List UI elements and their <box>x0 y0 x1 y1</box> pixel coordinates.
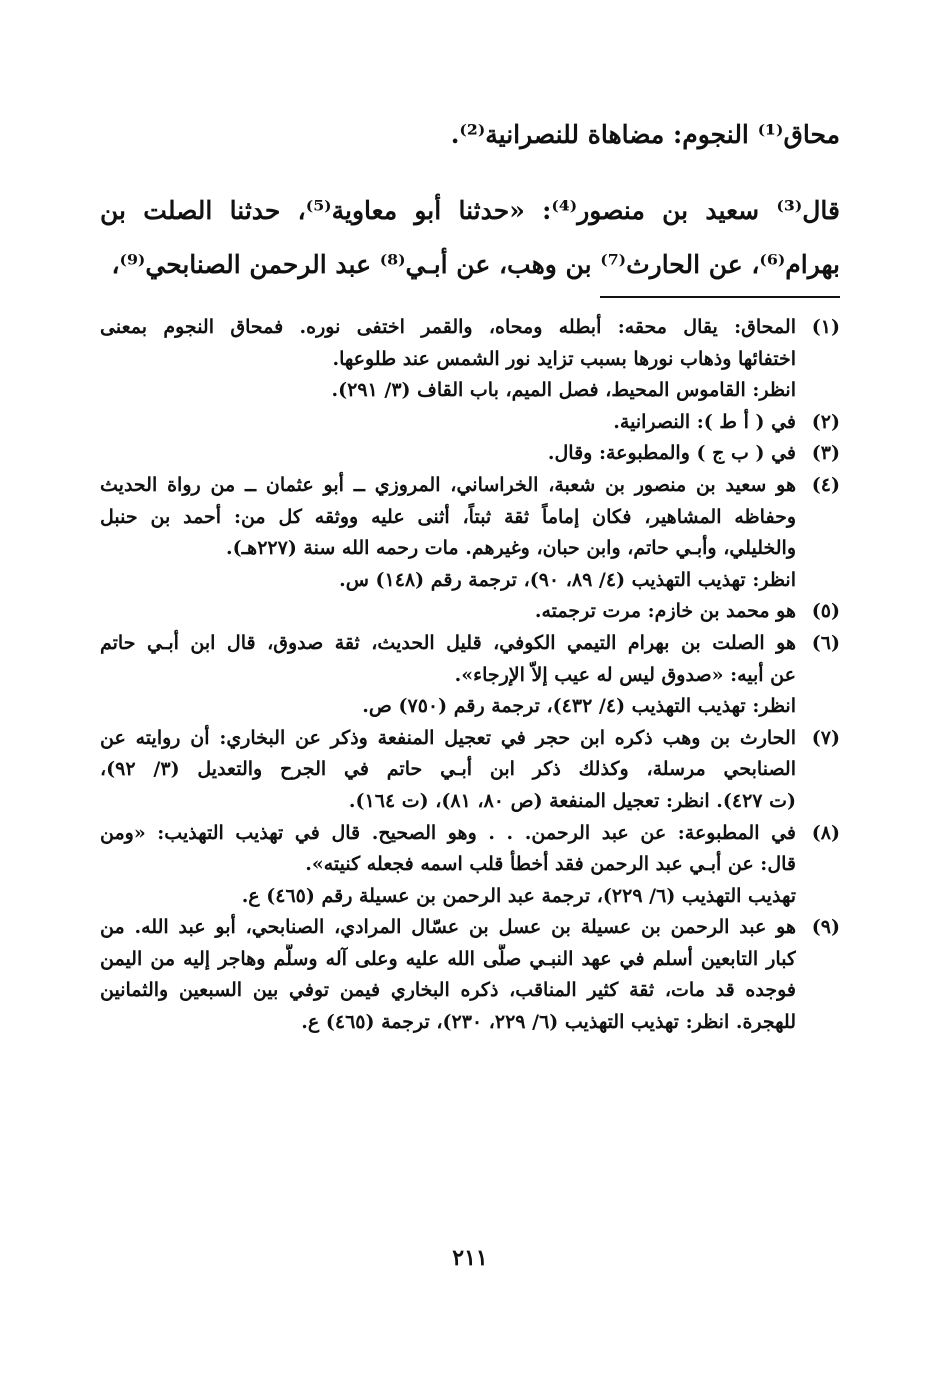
footnote-line: للهجرة. انظر: تهذيب التهذيب (٦/ ٢٢٩، ٢٣٠)، ترجمة (٤٦٥) ع. <box>301 1011 796 1034</box>
footnote-2 <box>100 407 840 439</box>
footnote-9 <box>100 912 840 1038</box>
book-page <box>100 0 840 1375</box>
footnote-line: انظر: القاموس المحيط، فصل الميم، باب القاف (٣/ ٢٩١). <box>331 379 796 402</box>
footnote-line: والخليلي، وأبـي حاتم، وابن حبان، وغيرهم. مات رحمه الله سنة (٢٢٧هـ). <box>226 537 796 560</box>
footnote-4 <box>100 470 840 596</box>
footnote-line: هو الصلت بن بهرام التيمي الكوفي، قليل الحديث، ثقة صدوق، قال ابن أبـي حاتم <box>100 631 796 654</box>
footnote-5 <box>100 596 840 628</box>
footnote-number: (٢) <box>811 410 840 433</box>
footnote-line: (ت ٤٢٧). انظر: تعجيل المنفعة (ص ٨٠، ٨١)، (ت ١٦٤). <box>348 789 796 812</box>
footnote-line: في ( أ ط ): النصرانية. <box>613 410 796 433</box>
footnote-line: قال: عن أبـي عبد الرحمن فقد أخطأ قلب اسمه فجعله كنيته». <box>305 853 796 876</box>
footnote-line: في المطبوعة: عن عبد الرحمن. . . وهو الصحيح. قال في تهذيب التهذيب: «ومن <box>100 821 796 844</box>
footnote-line: هو محمد بن خازم: مرت ترجمته. <box>534 600 796 623</box>
main-line-3: بهرام⁽⁶⁾، عن الحارث⁽⁷⁾ بن وهب، عن أبـي⁽⁸⁾ عبد الرحمن الصنابحي⁽⁹⁾، <box>111 250 840 279</box>
footnote-number: (٣) <box>811 442 840 465</box>
footnote-line: هو سعيد بن منصور بن شعبة، الخراساني، المروزي ــ أبو عثمان ــ من رواة الحديث <box>100 473 796 496</box>
footnote-6 <box>100 628 840 723</box>
footnote-separator <box>600 296 840 298</box>
footnote-3 <box>100 438 840 470</box>
footnote-number: (١) <box>811 316 840 338</box>
footnote-line: في ( ب ج ) والمطبوعة: وقال. <box>547 442 796 465</box>
footnote-number: (٩) <box>811 916 840 939</box>
main-line-2: قال⁽³⁾ سعيد بن منصور⁽⁴⁾: «حدثنا أبو معاوية⁽⁵⁾، حدثنا الصلت بن <box>100 196 840 225</box>
footnote-line: كبار التابعين أسلم في عهد النبـي صلَّى الله عليه وعلى آله وسلَّم وهاجر إليه من اليمن <box>100 947 796 970</box>
footnote-number: (٥) <box>811 600 840 623</box>
footnote-number: (٨) <box>811 821 840 844</box>
footnote-line: وحفاظه المشاهير، فكان إماماً ثقة ثبتاً، أثنى عليه ووثقه كل من: أحمد بن حنبل <box>100 505 796 528</box>
footnote-number: (٦) <box>811 631 840 654</box>
footnote-line: فوجده قد مات، ثقة كثير المناقب، ذكره البخاري فيمن توفي بين السبعين والثمانين <box>100 979 796 1002</box>
footnote-line: تهذيب التهذيب (٦/ ٢٢٩)، ترجمة عبد الرحمن بن عسيلة رقم (٤٦٥) ع. <box>241 884 796 907</box>
footnote-7 <box>100 723 840 818</box>
main-text <box>100 108 840 292</box>
footnote-8 <box>100 818 840 913</box>
footnote-number: (٧) <box>811 726 840 749</box>
page-number: ٢١١ <box>452 1245 488 1271</box>
footnote-line: الحارث بن وهب ذكره ابن حجر في تعجيل المنفعة وذكر عن البخاري: أن روايته عن <box>100 726 796 749</box>
footnote-line: هو عبد الرحمن بن عسيلة بن عسل بن عسّال المرادي، الصنابحي، أبو عبد الله. من <box>100 916 796 939</box>
main-line-1: محاق⁽¹⁾ النجوم: مضاهاة للنصرانية⁽²⁾. <box>450 120 840 149</box>
footnotes <box>100 312 840 1039</box>
footnote-line: انظر: تهذيب التهذيب (٤/ ٤٣٢)، ترجمة رقم (٧٥٠) ص. <box>362 695 796 718</box>
footnote-number: (٤) <box>811 473 840 496</box>
footnote-1 <box>100 312 840 407</box>
footnote-line: عن أبيه: «صدوق ليس له عيب إلاّ الإرجاء». <box>454 663 796 686</box>
footnote-line: المحاق: يقال محقه: أبطله ومحاه، والقمر اختفى نوره. فمحاق النجوم بمعنى <box>100 316 796 338</box>
footnote-line: الصنابحي مرسلة، وكذلك ذكر ابن أبـي حاتم في الجرح والتعديل (٣/ ٩٢)، <box>100 758 796 781</box>
footnote-line: انظر: تهذيب التهذيب (٤/ ٨٩، ٩٠)، ترجمة رقم (١٤٨) س. <box>339 568 796 591</box>
footnote-line: اختفائها وذهاب نورها بسبب تزايد نور الشمس عند طلوعها. <box>332 347 796 370</box>
